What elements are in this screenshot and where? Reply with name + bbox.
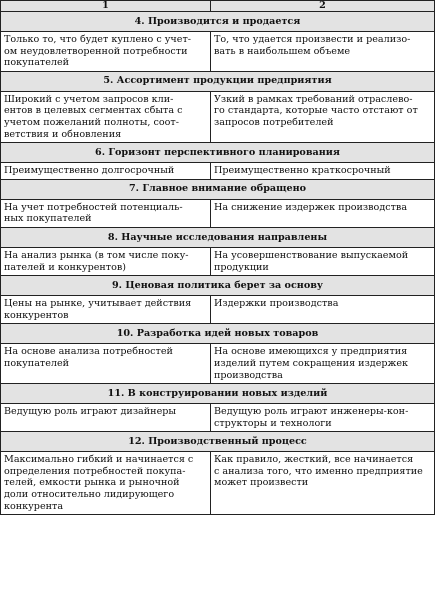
column-number-row [1,1,435,12]
marketing-approach-cell [1,344,211,384]
marketing-approach-cell [1,296,211,324]
section-header-row [1,384,435,404]
section-title: 8. Научные исследования направлены [1,227,435,247]
cell-text-line: ветствия и обновления [4,128,122,140]
section-content-row [1,91,435,142]
section-title: 9. Ценовая политика берет за основу [1,276,435,296]
section-content-row [1,247,435,275]
cell-text-line: продукции [214,261,269,273]
marketing-approach-cell [1,91,211,142]
section-header-row [1,143,435,163]
cell-text-line: Как правило, жесткий, все начинается [214,454,414,466]
marketing-approach-cell [1,452,211,515]
cell-text-line: На снижение издержек производства [214,201,408,213]
production-approach-cell [211,199,435,227]
cell-text-line: На основе имеющихся у предприятия [214,346,408,358]
cell-text-line: производства [214,369,283,381]
section-header-row [1,179,435,199]
section-title: 6. Горизонт перспективного планирования [1,143,435,163]
cell-text-line: ом неудовлетворенной потребности [4,45,188,57]
section-header-row [1,324,435,344]
section-content-row [1,32,435,72]
column-number-2: 2 [211,1,435,12]
section-content-row [1,344,435,384]
production-approach-cell [211,91,435,142]
cell-text-line: го стандарта, которые часто отстают от [214,105,418,117]
cell-text-line: конкурента [4,500,64,512]
cell-text-line: ных покупателей [4,213,92,225]
marketing-approach-cell [1,32,211,72]
section-content-row [1,452,435,515]
marketing-approach-cell [1,247,211,275]
cell-text-line: покупателей [4,57,70,69]
section-title: 10. Разработка идей новых товаров [1,324,435,344]
cell-text-line: доли относительно лидирующего [4,489,175,501]
section-header-row [1,71,435,91]
cell-text-line: определения потребностей покупа- [4,465,186,477]
section-content-row [1,163,435,180]
cell-text-line: изделий путем сокращения издержек [214,357,409,369]
cell-text-line: структоры и технологи [214,417,332,429]
marketing-approach-cell [1,163,211,180]
production-approach-cell [211,247,435,275]
section-header-row [1,276,435,296]
column-number-1: 1 [1,1,211,12]
cell-text-line: На учет потребностей потенциаль- [4,201,183,213]
cell-text-line: Максимально гибкий и начинается с [4,454,194,466]
cell-text-line: вать в наибольшем объеме [214,45,351,57]
cell-text-line: Преимущественно долгосрочный [4,165,175,177]
section-content-row [1,296,435,324]
cell-text-line: Преимущественно краткосрочный [214,165,391,177]
section-title: 12. Производственный процесс [1,432,435,452]
cell-text-line: То, что удается произвести и реализо- [214,34,411,45]
cell-text-line: Ведущую роль играют дизайнеры [4,406,177,418]
marketing-approach-cell [1,199,211,227]
section-title: 5. Ассортимент продукции предприятия [1,71,435,91]
cell-text-line: запросов потребителей [214,116,334,128]
section-header-row [1,227,435,247]
comparison-table-body [1,1,435,515]
cell-text-line: может произвести [214,477,309,489]
section-title: 4. Производится и продается [1,12,435,32]
cell-text-line: Ведущую роль играют инженеры-кон- [214,406,409,418]
section-content-row [1,199,435,227]
cell-text-line: Узкий в рамках требований отраслево- [214,93,413,105]
production-approach-cell [211,452,435,515]
cell-text-line: с анализа того, что именно предприятие [214,465,423,477]
cell-text-line: ентов в целевых сегментах сбыта с [4,105,183,117]
cell-text-line: покупателей [4,357,70,369]
cell-text-line: конкурентов [4,309,69,321]
cell-text-line: На усовершенствование выпускаемой [214,249,409,261]
marketing-approach-cell [1,404,211,432]
section-header-row [1,432,435,452]
cell-text-line: Издержки производства [214,298,339,310]
section-content-row [1,404,435,432]
production-approach-cell [211,344,435,384]
cell-text-line: На анализ рынка (в том числе поку- [4,249,189,261]
section-header-row [1,12,435,32]
cell-text-line: учетом пожеланий полноты, соот- [4,116,179,128]
cell-text-line: телей, емкости рынка и рыночной [4,477,180,489]
cell-text-line: пателей и конкурентов) [4,261,127,273]
section-title: 11. В конструировании новых изделий [1,384,435,404]
production-approach-cell [211,163,435,180]
cell-text-line: Широкий с учетом запросов кли- [4,93,174,105]
cell-text-line: Только то, что будет куплено с учет- [4,34,191,45]
production-approach-cell [211,296,435,324]
production-approach-cell [211,404,435,432]
cell-text-line: На основе анализа потребностей [4,346,173,358]
section-title: 7. Главное внимание обращено [1,179,435,199]
production-approach-cell [211,32,435,72]
cell-text-line: Цены на рынке, учитывает действия [4,298,192,310]
